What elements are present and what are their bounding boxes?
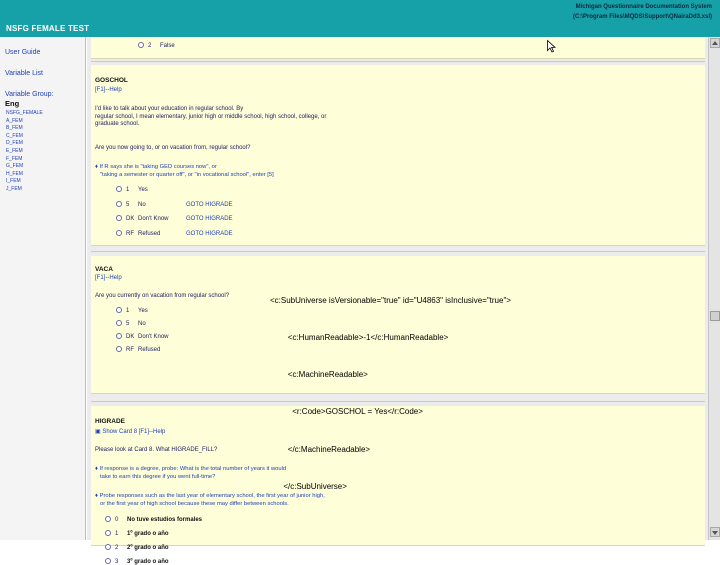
- app-title: NSFG FEMALE TEST: [6, 24, 90, 33]
- radio-button[interactable]: [105, 530, 111, 536]
- sidebar-item-g-fem[interactable]: G_FEM: [6, 163, 24, 170]
- option-row[interactable]: RF Refused GOTO HIGRADE: [116, 230, 233, 237]
- diamond-icon: ♦: [95, 493, 100, 499]
- radio-button[interactable]: [116, 201, 122, 207]
- help-link[interactable]: [F1]--Help: [95, 275, 122, 281]
- show-card-link[interactable]: Show Card 8: [102, 429, 138, 435]
- sidebar-item-c-fem[interactable]: C_FEM: [6, 132, 23, 139]
- radio-button[interactable]: [116, 346, 122, 352]
- scroll-thumb[interactable]: [710, 311, 720, 321]
- option-row[interactable]: 1 Yes: [116, 186, 186, 193]
- diamond-icon: ♦: [95, 466, 100, 472]
- scroll-down-button[interactable]: [710, 527, 720, 537]
- option-row[interactable]: 2 False: [138, 42, 175, 49]
- radio-button[interactable]: [116, 307, 122, 313]
- interviewer-instruction: ♦ Probe responses such as the last year of elementary school, the first year of junior high, or the first year of high school because these may differ between schools.: [95, 493, 325, 507]
- variable-group-list: [6, 110, 43, 194]
- radio-button[interactable]: [105, 544, 111, 550]
- variable-name: GOSCHOL: [95, 77, 128, 84]
- option-row[interactable]: DK Don't Know GOTO HIGRADE: [116, 215, 233, 222]
- xml-overlay: [270, 270, 511, 506]
- scroll-up-button[interactable]: [710, 38, 720, 48]
- radio-button[interactable]: [105, 558, 111, 564]
- sidebar-item-j-fem[interactable]: J_FEM: [6, 185, 22, 192]
- radio-button[interactable]: [116, 230, 122, 236]
- radio-button[interactable]: [116, 186, 122, 192]
- radio-button[interactable]: [138, 42, 144, 48]
- xml-line: <r:Code>GOSCHOL = Yes</r:Code>: [270, 407, 423, 417]
- book-icon: ▣: [95, 429, 103, 435]
- sidebar-item-h-fem[interactable]: H_FEM: [6, 170, 23, 177]
- diamond-icon: ♦: [95, 164, 100, 170]
- help-link[interactable]: [F1]--Help: [138, 429, 166, 435]
- xml-line: <c:SubUniverse isVersionable="true" id="U4863" isInclusive="true">: [270, 295, 511, 305]
- mouse-pointer-icon: [547, 40, 556, 53]
- interviewer-instruction: ♦ If response is a degree, probe: What is the total number of years it would take to earn this degree if you went full-time?: [95, 466, 287, 480]
- question-text: I'd like to talk about your education in regular school. By regular school, I mean elementary, junior high or middle school, high school, college, or graduate school.: [95, 106, 327, 128]
- help-link[interactable]: [F1]--Help: [95, 87, 122, 93]
- sidebar-item-a-fem[interactable]: A_FEM: [6, 117, 23, 124]
- option-row[interactable]: 1 1º grado o año: [105, 530, 169, 537]
- variable-group-value: Eng: [5, 99, 20, 108]
- sidebar-item-b-fem[interactable]: B_FEM: [6, 125, 23, 132]
- xml-line: </c:SubUniverse>: [270, 481, 347, 491]
- question-text: Are you currently on vacation from regular school?: [95, 293, 230, 299]
- variable-list-link[interactable]: Variable List: [5, 70, 44, 77]
- arrow-up-icon: [712, 41, 718, 45]
- radio-button[interactable]: [116, 215, 122, 221]
- system-name: Michigan Questionnaire Documentation System: [575, 4, 712, 10]
- goschol-panel: [91, 65, 705, 246]
- title-bar: [0, 0, 720, 37]
- option-row[interactable]: 2 2º grado o año: [105, 544, 169, 551]
- previous-question-panel: [91, 37, 705, 59]
- sidebar-item-e-fem[interactable]: E_FEM: [6, 147, 23, 154]
- question-text-2: Are you now going to, or on vacation from, regular school?: [95, 145, 251, 151]
- sidebar: [0, 37, 86, 540]
- option-row[interactable]: 0 No tuve estudios formales: [105, 516, 202, 523]
- system-path: (C:\Program Files\MQDS\Support\QNairaDd3.xsl): [572, 14, 712, 20]
- arrow-down-icon: [712, 531, 718, 535]
- option-row[interactable]: 3 3º grado o año: [105, 558, 169, 565]
- sidebar-item-i-fem[interactable]: I_FEM: [6, 178, 21, 185]
- divider: [91, 251, 705, 252]
- xml-line: <c:MachineReadable>: [270, 370, 368, 380]
- variable-group-label: Variable Group:: [5, 91, 54, 98]
- radio-button[interactable]: [116, 320, 122, 326]
- radio-button[interactable]: [116, 333, 122, 339]
- xml-line: <c:HumanReadable>-1</c:HumanReadable>: [270, 333, 449, 343]
- radio-button[interactable]: [105, 516, 111, 522]
- variable-name: VACA: [95, 266, 113, 273]
- variable-name: HIGRADE: [95, 418, 125, 425]
- sidebar-item-nsfg-female[interactable]: NSFG_FEMALE: [6, 110, 43, 116]
- xml-line: </c:MachineReadable>: [270, 444, 371, 454]
- sidebar-item-f-fem[interactable]: F_FEM: [6, 155, 23, 162]
- interviewer-instruction: ♦ If R says she is "taking GED courses now", or "taking a semester or quarter off", or "in vocational school", enter [5]: [95, 164, 274, 178]
- option-row[interactable]: DK Don't Know: [116, 333, 169, 340]
- vertical-scrollbar[interactable]: [708, 37, 720, 540]
- option-row[interactable]: 5 No GOTO HIGRADE: [116, 201, 233, 208]
- show-card-row: [95, 428, 165, 435]
- option-row[interactable]: 5 No: [116, 320, 146, 327]
- question-text: Please look at Card 8. What HIGRADE_FILL?: [95, 447, 218, 453]
- option-row[interactable]: RF Refused: [116, 346, 160, 353]
- option-row[interactable]: 1 Yes: [116, 307, 148, 314]
- user-guide-link[interactable]: User Guide: [5, 49, 41, 56]
- divider: [91, 61, 705, 62]
- sidebar-item-d-fem[interactable]: D_FEM: [6, 140, 23, 147]
